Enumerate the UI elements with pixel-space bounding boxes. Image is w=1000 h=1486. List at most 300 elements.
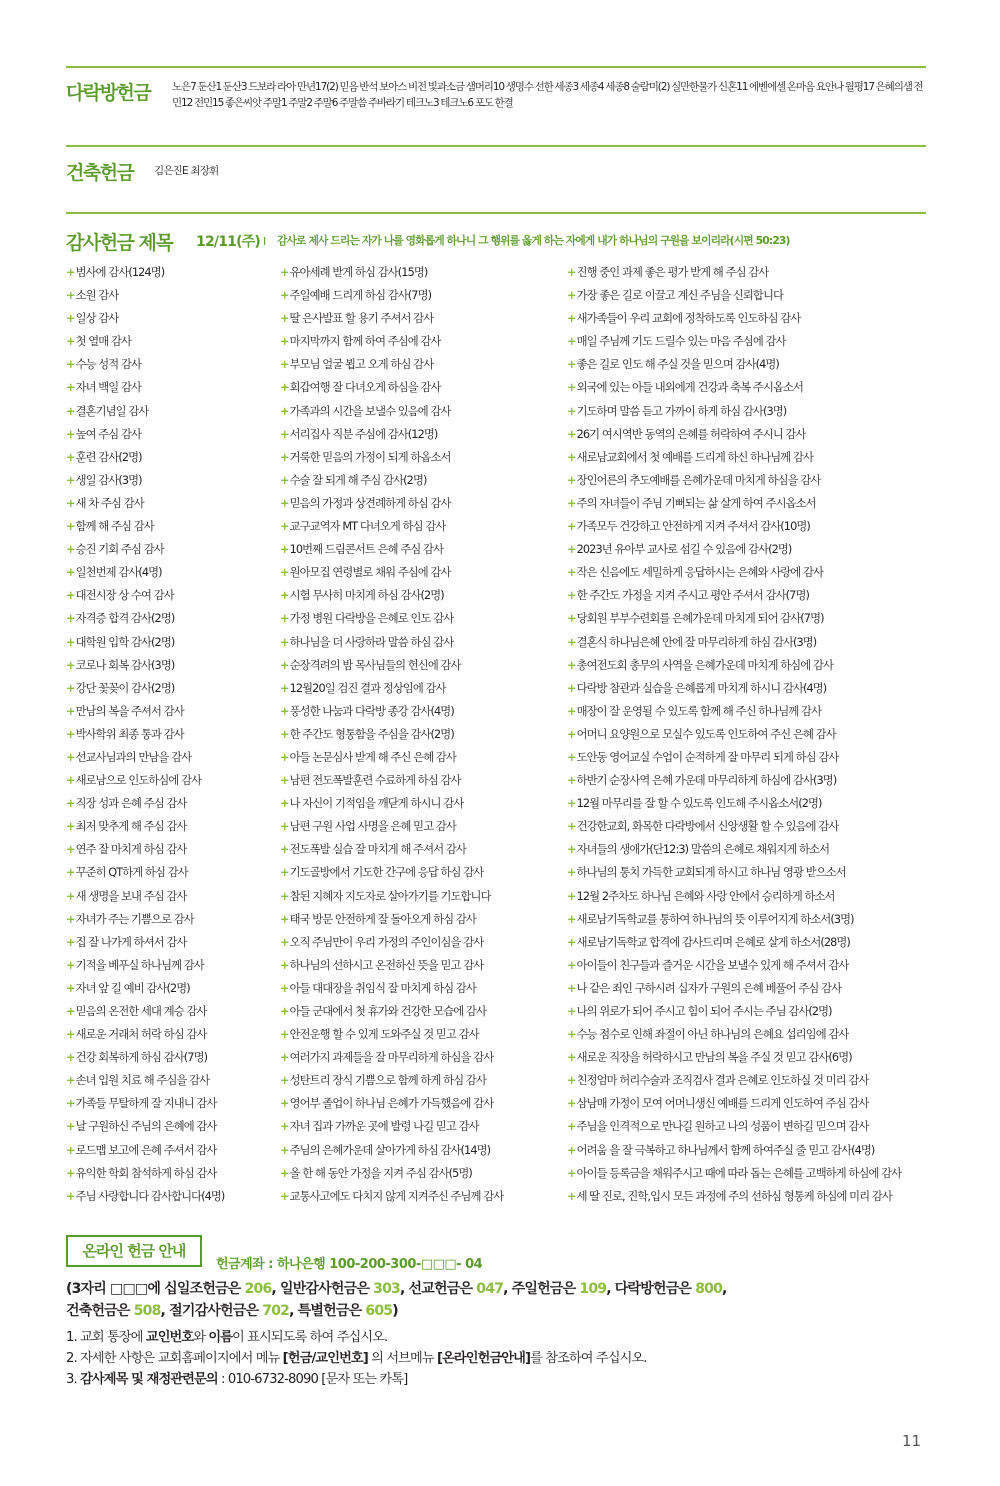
plus-icon: +: [280, 381, 289, 395]
thanks-item-text: 하나님의 선하시고 온전하신 뜻을 믿고 감사: [289, 958, 484, 972]
thanks-item: [567, 769, 932, 792]
online-title: 온라인 헌금 안내: [82, 1242, 186, 1260]
thanks-item-text: 부모님 얼굴 뵙고 오게 하심 감사: [289, 358, 434, 372]
thanks-item-text: 올 한 해 동안 가정을 지켜 주심 감사(5명): [289, 1166, 472, 1180]
thanks-item: [280, 1115, 560, 1138]
plus-icon: +: [280, 1143, 289, 1157]
plus-icon: +: [567, 266, 576, 279]
plus-icon: +: [567, 381, 576, 395]
thanks-item: [66, 954, 271, 977]
thanks-item: [280, 792, 560, 815]
text-run: 의 서브메뉴: [367, 1351, 437, 1366]
top-rule: [66, 66, 926, 68]
thanks-item: [66, 538, 271, 561]
thanks-item: [280, 492, 560, 515]
plus-icon: +: [280, 912, 289, 926]
thanks-item-text: 새가족들이 우리 교회에 정착하도록 인도하심 감사: [576, 312, 801, 326]
thanks-item: [66, 607, 271, 630]
page-number: 11: [902, 1432, 922, 1450]
thanks-item: [567, 977, 932, 1000]
plus-icon: +: [66, 1166, 75, 1180]
plus-icon: +: [280, 566, 289, 580]
plus-icon: +: [567, 797, 576, 811]
plus-icon: +: [280, 750, 289, 764]
thanks-item: [567, 330, 932, 353]
offering-codes-line-1: [66, 1278, 727, 1300]
thanks-item-text: 거룩한 믿음의 가정이 되게 하옵소서: [289, 450, 451, 464]
plus-icon: +: [567, 958, 576, 972]
thanks-item: [66, 654, 271, 677]
thanks-item: [567, 1046, 932, 1069]
plus-icon: +: [567, 543, 576, 557]
plus-icon: +: [66, 635, 75, 649]
thanks-item: [567, 838, 932, 861]
plus-icon: +: [66, 681, 75, 695]
plus-icon: +: [66, 266, 75, 279]
thanks-item: [280, 446, 560, 469]
plus-icon: +: [567, 1120, 576, 1134]
text-run: 1. 교회 통장에: [66, 1330, 146, 1345]
thanks-item-text: 마지막까지 함께 하여 주심에 감사: [289, 335, 441, 349]
thanks-item-text: 기도하며 말씀 듣고 가까이 하게 하심 감사(3명): [576, 404, 787, 418]
thanks-item: [567, 954, 932, 977]
thanks-item-text: 자녀 앞 길 예비 감사(2명): [75, 981, 190, 995]
thanks-item-text: 결혼기념일 감사: [75, 404, 149, 418]
thanks-item-text: 새로남교회에서 첫 예배를 드리게 하신 하나님께 감사: [576, 450, 814, 464]
thanks-item-text: 가족들 무탈하게 잘 지내니 감사: [75, 1097, 217, 1111]
thanks-item: [66, 723, 271, 746]
thanks-item: [66, 792, 271, 815]
plus-icon: +: [280, 358, 289, 372]
plus-icon: +: [567, 704, 576, 718]
thanks-item: [567, 746, 932, 769]
plus-icon: +: [66, 727, 75, 741]
plus-icon: +: [66, 1097, 75, 1111]
plus-icon: +: [280, 843, 289, 857]
plus-icon: +: [567, 289, 576, 303]
thanks-item-text: 선교사님과의 만남을 감사: [75, 750, 192, 764]
thanks-item: [567, 700, 932, 723]
thanks-item: [280, 1139, 560, 1162]
thanks-item: [280, 677, 560, 700]
thanks-item: [567, 492, 932, 515]
plus-icon: +: [66, 912, 75, 926]
plus-icon: +: [280, 935, 289, 949]
plus-icon: +: [66, 935, 75, 949]
thanks-item-text: 꾸준히 QT하게 하심 감사: [75, 866, 188, 880]
thanks-item-text: 도안동 영어교실 수업이 순적하게 잘 마무리 되게 하심 감사: [576, 750, 839, 764]
thanks-item: [567, 1000, 932, 1023]
plus-icon: +: [66, 797, 75, 811]
thanks-item: [280, 1092, 560, 1115]
thanks-item-text: 대전시장 상 수여 감사: [75, 589, 174, 603]
thanks-item: [66, 861, 271, 884]
thanks-item-text: 세 딸 진로, 진학,입시 모든 과정에 주의 선하심 형통케 하심에 미리 감사: [576, 1189, 892, 1203]
thanks-item-text: 10번째 드림콘서트 은혜 주심 감사: [289, 543, 444, 557]
thanks-item-text: 한 주간도 가정을 지켜 주시고 평안 주셔서 감사(7명): [576, 589, 809, 603]
plus-icon: +: [567, 658, 576, 672]
thanks-item-text: 가족과의 시간을 보낼수 있음에 감사: [289, 404, 451, 418]
thanks-item-text: 강단 꽃꽂이 감사(2명): [75, 681, 175, 695]
thanks-item: [567, 908, 932, 931]
text-run: : 010-6732-8090 [문자 또는 카톡]: [217, 1372, 408, 1387]
plus-icon: +: [280, 1120, 289, 1134]
plus-icon: +: [567, 681, 576, 695]
text-run: ): [392, 1303, 398, 1319]
thanks-item: [280, 769, 560, 792]
plus-icon: +: [280, 774, 289, 788]
text-run: , 일반감사헌금은: [271, 1281, 374, 1297]
thanks-item-text: 가장 좋은 길로 이끌고 계신 주님을 신뢰합니다: [576, 289, 783, 303]
thanks-item-text: 새로남으로 인도하심에 감사: [75, 774, 202, 788]
plus-icon: +: [66, 312, 75, 326]
thanks-item: [280, 353, 560, 376]
plus-icon: +: [280, 450, 289, 464]
thanks-item-text: 대학원 입학 감사(2명): [75, 635, 175, 649]
thanks-item: [66, 677, 271, 700]
thanks-item-text: 새 생명을 보내 주심 감사: [75, 889, 187, 903]
offering-codes: [66, 1278, 727, 1322]
thanks-item: [66, 1000, 271, 1023]
thanks-item: [66, 330, 271, 353]
plus-icon: +: [567, 312, 576, 326]
thanks-item: [66, 746, 271, 769]
plus-icon: +: [66, 496, 75, 510]
thanks-item: [567, 931, 932, 954]
thanks-item: [567, 446, 932, 469]
thanks-item: [280, 1000, 560, 1023]
thanks-item: [567, 400, 932, 423]
plus-icon: +: [567, 473, 576, 487]
plus-icon: +: [66, 427, 75, 441]
thanks-item-text: 하나님의 통치 가득한 교회되게 하시고 하나님 영광 받으소서: [576, 866, 846, 880]
thanks-item: [280, 885, 560, 908]
thanks-item: [567, 469, 932, 492]
thanks-item: [66, 1162, 271, 1185]
thanks-item-text: 하나님을 더 사랑하라 말씀 하심 감사: [289, 635, 454, 649]
thanks-verse: 감사로 제사 드리는 자가 나를 영화롭게 하나니 그 행위를 옳게 하는 자에게 내가 하나님의 구원을 보이리라(시편 50:23): [277, 234, 790, 247]
thanks-item: [280, 1046, 560, 1069]
plus-icon: +: [280, 266, 289, 279]
plus-icon: +: [280, 889, 289, 903]
thanks-item: [567, 1139, 932, 1162]
plus-icon: +: [567, 1074, 576, 1088]
plus-icon: +: [66, 981, 75, 995]
online-title-box: [66, 1235, 202, 1267]
building-names: 김은진E 최장휘: [154, 165, 219, 177]
offering-code-number: 109: [579, 1281, 607, 1297]
thanks-item-text: 아들 논문심사 받게 해 주신 은혜 감사: [289, 750, 456, 764]
offering-code-number: 047: [476, 1281, 504, 1297]
thanks-column-1: [66, 261, 271, 1208]
thanks-item: [280, 284, 560, 307]
thanks-item-text: 순장격려의 밤 목사님들의 헌신에 감사: [289, 658, 461, 672]
thanks-item: [567, 815, 932, 838]
thanks-item-text: 코로나 회복 감사(3명): [75, 658, 175, 672]
thanks-item: [280, 838, 560, 861]
thanks-item: [280, 977, 560, 1000]
plus-icon: +: [280, 496, 289, 510]
thanks-item-text: 일상 감사: [75, 312, 119, 326]
text-run: , 특별헌금은: [289, 1303, 366, 1319]
thanks-item: [280, 423, 560, 446]
plus-icon: +: [280, 543, 289, 557]
thanks-item: [280, 515, 560, 538]
thanks-item-text: 26기 여시역반 동역의 은혜를 허락하여 주시니 감사: [576, 427, 806, 441]
plus-icon: +: [280, 1074, 289, 1088]
plus-icon: +: [280, 866, 289, 880]
plus-icon: +: [66, 404, 75, 418]
thanks-item-text: 믿음의 가정과 상견례하게 하심 감사: [289, 496, 451, 510]
thanks-item-text: 12월20일 검진 결과 정상임에 감사: [289, 681, 446, 695]
thanks-item: [66, 469, 271, 492]
thanks-item-text: 좋은 길로 인도 해 주실 것을 믿으며 감사(4명): [576, 358, 779, 372]
plus-icon: +: [280, 1005, 289, 1018]
thanks-item: [280, 954, 560, 977]
thanks-item: [66, 931, 271, 954]
plus-icon: +: [280, 958, 289, 972]
plus-icon: +: [567, 335, 576, 349]
text-run: 3.: [66, 1372, 81, 1387]
thanks-item: [567, 1115, 932, 1138]
thanks-item: [280, 815, 560, 838]
thanks-item: [567, 423, 932, 446]
text-run: , 다락방헌금은: [606, 1281, 696, 1297]
bold-text: 이름: [208, 1330, 233, 1345]
thanks-item-text: 다락방 참관과 실습을 은혜롭게 마치게 하시니 감사(4명): [576, 681, 827, 695]
plus-icon: +: [567, 889, 576, 903]
thanks-item: [567, 353, 932, 376]
plus-icon: +: [567, 1166, 576, 1180]
plus-icon: +: [567, 566, 576, 580]
thanks-item-text: 일천번제 감사(4명): [75, 566, 162, 580]
thanks-item-text: 성탄트리 장식 기쁨으로 함께 하게 하심 감사: [289, 1074, 486, 1088]
thanks-item-text: 참된 지혜자 지도자로 살아가기를 기도합니다: [289, 889, 491, 903]
thanks-item-text: 믿음의 온전한 세대 계승 감사: [75, 1005, 207, 1018]
thanks-item-text: 어머니 요양원으로 모실수 있도록 인도하여 주신 은혜 감사: [576, 727, 836, 741]
thanks-item-text: 기적을 베푸실 하나님께 감사: [75, 958, 204, 972]
offering-code-number: 702: [262, 1303, 290, 1319]
thanks-item: [567, 677, 932, 700]
bold-text: [헌금/교인번호]: [282, 1351, 368, 1366]
plus-icon: +: [66, 335, 75, 349]
plus-icon: +: [66, 358, 75, 372]
thanks-item-text: 주의 자녀들이 주님 기뻐되는 삶 살게 하여 주시옵소서: [576, 496, 816, 510]
thanks-item: [567, 538, 932, 561]
plus-icon: +: [280, 335, 289, 349]
thanks-item-text: 로드맵 보고에 은혜 주셔서 감사: [75, 1143, 217, 1157]
offering-codes-line-2: [66, 1300, 727, 1322]
plus-icon: +: [567, 981, 576, 995]
plus-icon: +: [567, 496, 576, 510]
thanks-item-text: 자녀들의 생애가(단12:3) 말씀의 은혜로 채워지게 하소서: [576, 843, 830, 857]
thanks-item-text: 회갑여행 잘 다녀오게 하심을 감사: [289, 381, 441, 395]
thanks-item-text: 작은 신음에도 세밀하게 응답하시는 은혜와 사랑에 감사: [576, 566, 824, 580]
thanks-item-text: 아들 대대장을 취임식 잘 마치게 하심 감사: [289, 981, 476, 995]
plus-icon: +: [567, 843, 576, 857]
thanks-item-text: 아이들 등록금을 채워주시고 때에 따라 돕는 은혜를 고백하게 하심에 감사: [576, 1166, 902, 1180]
thanks-item-text: 나 자신이 기적임을 깨닫게 하시니 감사: [289, 797, 464, 811]
thanks-item-text: 나 같은 죄인 구하시려 십자가 구원의 은혜 베풀어 주심 감사: [576, 981, 842, 995]
text-run: , 주일헌금은: [503, 1281, 580, 1297]
offering-code-number: 800: [695, 1281, 723, 1297]
thanks-item: [567, 1162, 932, 1185]
thanks-item-text: 새 차 주심 감사: [75, 496, 144, 510]
thanks-item-text: 새로운 직장을 허락하시고 만남의 복을 주실 것 믿고 감사(6명): [576, 1051, 852, 1065]
thanks-item: [280, 261, 560, 284]
thanks-item-text: 매일 주님께 기도 드릴수 있는 마음 주심에 감사: [576, 335, 786, 349]
plus-icon: +: [66, 450, 75, 464]
thanks-item-text: 매장이 잘 운영될 수 있도록 함께 해 주신 하나님께 감사: [576, 704, 822, 718]
thanks-item-text: 총여전도회 총무의 사역을 은혜가운데 마치게 하심에 감사: [576, 658, 834, 672]
thanks-item: [567, 561, 932, 584]
plus-icon: +: [66, 1028, 75, 1042]
thanks-item: [66, 838, 271, 861]
thanks-item: [66, 1139, 271, 1162]
plus-icon: +: [66, 704, 75, 718]
plus-icon: +: [567, 727, 576, 741]
plus-icon: +: [66, 589, 75, 603]
thanks-item-text: 영어부 졸업이 하나님 은혜가 가득했음에 감사: [289, 1097, 494, 1111]
thanks-item-text: 박사학위 최종 통과 감사: [75, 727, 184, 741]
thanks-item-text: 자녀 백일 감사: [75, 381, 142, 395]
thanks-item: [280, 654, 560, 677]
thanks-item-text: 태국 방문 안전하게 잘 돌아오게 하심 감사: [289, 912, 476, 926]
text-run: 건축헌금은: [66, 1303, 134, 1319]
thanks-item-text: 친정엄마 허리수술과 조직검사 결과 은혜로 인도하실 것 미리 감사: [576, 1074, 869, 1088]
thanks-item-text: 자녀 집과 가까운 곳에 발령 나길 믿고 감사: [289, 1120, 479, 1134]
plus-icon: +: [280, 1189, 289, 1203]
thanks-item: [280, 330, 560, 353]
thanks-item: [66, 1115, 271, 1138]
thanks-item: [280, 561, 560, 584]
thanks-item: [66, 423, 271, 446]
thanks-item-text: 결혼식 하나님은혜 안에 잘 마무리하게 하심 감사(3명): [576, 635, 817, 649]
thanks-item-text: 외국에 있는 아들 내외에게 건강과 축복 주시옵소서: [576, 381, 803, 395]
thanks-item: [280, 307, 560, 330]
thanks-rule: [66, 212, 926, 214]
thanks-item: [567, 792, 932, 815]
thanks-item: [567, 723, 932, 746]
thanks-item-text: 12월 마무리를 잘 할 수 있도록 인도해 주시옵소서(2명): [576, 797, 822, 811]
plus-icon: +: [66, 1074, 75, 1088]
thanks-item-text: 직장 성과 은혜 주심 감사: [75, 797, 187, 811]
thanks-item-text: 자녀가 주는 기쁨으로 감사: [75, 912, 194, 926]
plus-icon: +: [567, 750, 576, 764]
thanks-item-text: 당회원 부부수련회를 은혜가운데 마치게 되어 감사(7명): [576, 612, 824, 626]
plus-icon: +: [280, 820, 289, 834]
darakbang-names: 노은7 둔산1 둔산3 드보라 라아 만년17(2) 믿음 반석 보아스 비전 빛과소금 샘머리10 생명수 선한 세종3 세종4 세종8 술람미(2) 실만한물가 신혼11 에벤에셀 온마음 요안나 월평17 은혜의샘 전민12 전민15 좋은씨앗 주말1 주말2 주말6 주말씀 주바라기 테크노3 테크노6 포도 한결: [172, 81, 923, 109]
plus-icon: +: [66, 543, 75, 557]
thanks-item: [567, 607, 932, 630]
thanks-item-text: 유아세례 받게 하심 감사(15명): [289, 266, 428, 279]
plus-icon: +: [66, 381, 75, 395]
thanks-item: [66, 446, 271, 469]
offering-code-number: 303: [373, 1281, 400, 1297]
text-run: 를 참조하여 주십시오.: [530, 1351, 647, 1366]
plus-icon: +: [280, 681, 289, 695]
plus-icon: +: [66, 774, 75, 788]
thanks-item: [66, 307, 271, 330]
thanks-item: [567, 376, 932, 399]
plus-icon: +: [66, 958, 75, 972]
thanks-item-text: 생일 감사(3명): [75, 473, 142, 487]
thanks-item-text: 원아모집 연령별로 채워 주심에 감사: [289, 566, 451, 580]
thanks-item: [66, 400, 271, 423]
thanks-item-text: 여러가지 과제들을 잘 마무리하게 하심을 감사: [289, 1051, 494, 1065]
plus-icon: +: [567, 1143, 576, 1157]
plus-icon: +: [567, 820, 576, 834]
thanks-item-text: 수능 점수로 인해 좌절이 아닌 하나님의 은혜요 섭리임에 감사: [576, 1028, 849, 1042]
thanks-item: [280, 538, 560, 561]
thanks-item: [567, 1092, 932, 1115]
thanks-item-text: 건강 회복하게 하심 감사(7명): [75, 1051, 208, 1065]
thanks-item-text: 전도폭발 실습 잘 마치게 해 주셔서 감사: [289, 843, 466, 857]
thanks-title: 감사헌금 제목: [66, 232, 173, 254]
thanks-item: [280, 1185, 560, 1208]
thanks-item: [66, 1023, 271, 1046]
plus-icon: +: [66, 658, 75, 672]
building-title: 건축헌금: [66, 162, 134, 184]
plus-icon: +: [66, 566, 75, 580]
thanks-item: [280, 746, 560, 769]
thanks-item: [567, 631, 932, 654]
plus-icon: +: [567, 427, 576, 441]
thanks-item: [66, 492, 271, 515]
thanks-item: [66, 1069, 271, 1092]
plus-icon: +: [66, 289, 75, 303]
thanks-item-text: 서리집사 직분 주심에 감사(12명): [289, 427, 438, 441]
plus-icon: +: [280, 797, 289, 811]
thanks-item-text: 12월 2주차도 하나님 은혜와 사랑 안에서 승리하게 하소서: [576, 889, 835, 903]
darakbang-title: 다락방헌금: [66, 82, 151, 104]
thanks-item: [280, 723, 560, 746]
plus-icon: +: [567, 450, 576, 464]
thanks-item: [66, 376, 271, 399]
thanks-item-text: 시험 무사히 마치게 하심 감사(2명): [289, 589, 444, 603]
thanks-item-text: 새로남기독학교를 통하여 하나님의 뜻 이루어지게 하소서(3명): [576, 912, 854, 926]
plus-icon: +: [567, 1097, 576, 1111]
thanks-item: [280, 1069, 560, 1092]
plus-icon: +: [280, 589, 289, 603]
thanks-item: [66, 977, 271, 1000]
bold-text: 감사제목 및 재정관련문의: [80, 1372, 218, 1387]
plus-icon: +: [280, 1166, 289, 1180]
text-run: , 선교헌금은: [399, 1281, 477, 1297]
thanks-item-text: 함께 해 주심 감사: [75, 520, 154, 534]
thanks-item: [66, 908, 271, 931]
thanks-item: [567, 261, 932, 284]
thanks-item-text: 한 주간도 형통함을 주심을 감사(2명): [289, 727, 454, 741]
thanks-item-text: 장인어른의 추도예배를 은혜가운데 마치게 하심을 감사: [576, 473, 821, 487]
text-run: 2. 자세한 사항은 교회홈페이지에서 메뉴: [66, 1351, 283, 1366]
plus-icon: +: [567, 589, 576, 603]
thanks-item: [66, 885, 271, 908]
thanks-item-text: 새로남기독학교 합격에 감사드리며 은혜로 살게 하소서(28명): [576, 935, 850, 949]
plus-icon: +: [567, 912, 576, 926]
thanks-item-text: 첫 열매 감사: [75, 335, 132, 349]
thanks-item-text: 자격증 합격 감사(2명): [75, 612, 175, 626]
thanks-item: [280, 931, 560, 954]
thanks-item-text: 삼남매 가정이 모여 어머니생신 예배를 드리게 인도하여 주심 감사: [576, 1097, 869, 1111]
plus-icon: +: [66, 1005, 75, 1018]
thanks-item: [280, 607, 560, 630]
text-run: 와: [193, 1330, 209, 1345]
plus-icon: +: [567, 866, 576, 880]
note-1: [66, 1327, 647, 1348]
plus-icon: +: [280, 1051, 289, 1065]
plus-icon: +: [567, 1051, 576, 1065]
